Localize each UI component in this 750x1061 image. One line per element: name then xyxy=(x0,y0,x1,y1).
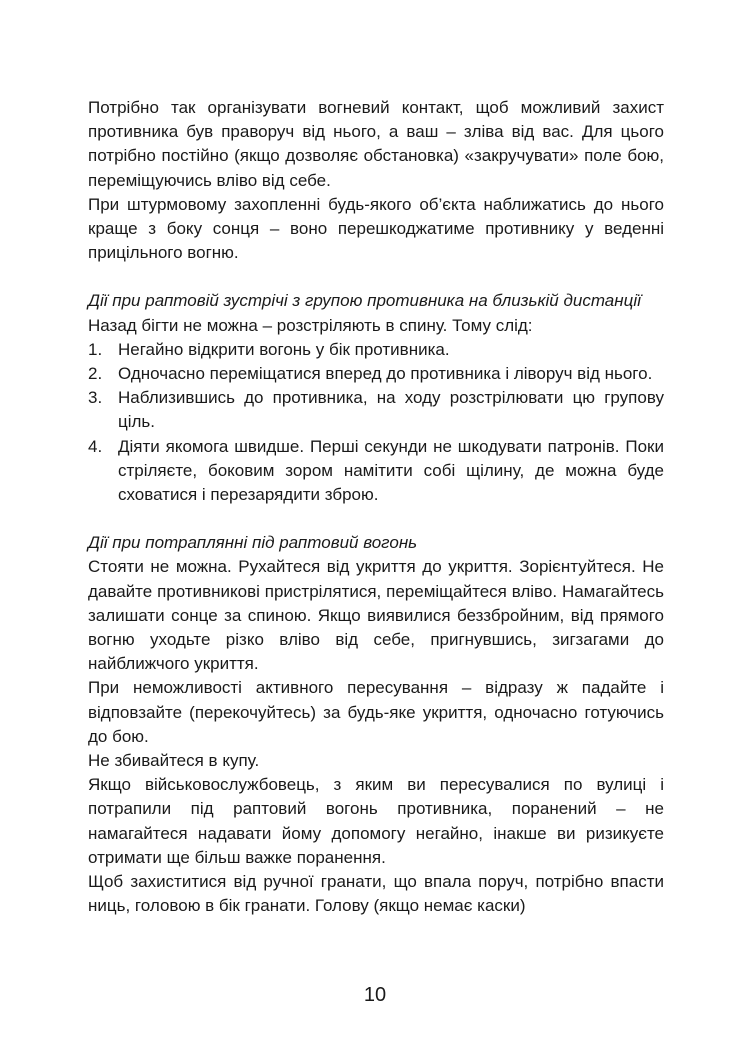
section2-paragraph-3: Не збивайтеся в купу. xyxy=(88,751,260,771)
section2-paragraph-5: Щоб захиститися від ручної гранати, що впала поруч, потрібно впасти ниць, головою в бік гранати. Голову (якщо немає каски) xyxy=(88,872,664,916)
list-item-text: Наблизившись до противника, на ходу розстрілювати цю групову ціль. xyxy=(118,388,664,432)
list-item-number: 3. xyxy=(88,388,103,408)
list-item xyxy=(88,435,664,508)
list-item-text: Одночасно переміщатися вперед до противника і ліворуч від нього. xyxy=(118,364,653,384)
list-item-number: 4. xyxy=(88,436,103,456)
section-heading-sudden-fire: Дії при потраплянні під раптовий вогонь xyxy=(88,533,418,553)
section-heading-sudden-encounter: Дії при раптовій зустрічі з групою противника на близькій дистанції xyxy=(88,291,641,311)
list-item xyxy=(88,338,664,362)
list-item-text: Негайно відкрити вогонь у бік противника. xyxy=(118,339,450,359)
numbered-list xyxy=(88,338,664,507)
section2-paragraph-1: Стояти не можна. Рухайтеся від укриття до укриття. Зорієнтуйтеся. Не давайте противникові пристрілятися, переміщайтеся вліво. Намагайтесь залишати сонце за спиною. Якщо виявилися беззбройним, від прямого вогню уходьте різко вліво від себе, пригнувшись, зигзагами до найближчого укриття. xyxy=(88,557,664,674)
list-item-text: Діяти якомога швидше. Перші секунди не шкодувати патронів. Поки стріляєте, боковим зором намітити собі щілину, де можна буде сховатися і перезарядити зброю. xyxy=(118,436,664,505)
list-item xyxy=(88,362,664,386)
list-item-number: 2. xyxy=(88,364,103,384)
section2-paragraph-4: Якщо військовослужбовець, з яким ви пересувалися по вулиці і потрапили під раптовий вогонь противника, поранений – не намагайтеся надавати йому допомогу негайно, інакше ви ризикуєте отримати ще більш важке поранення. xyxy=(88,775,664,867)
intro-paragraph-1: Потрібно так організувати вогневий контакт, щоб можливий захист противника був праворуч від нього, а ваш – зліва від вас. Для цього потрібно постійно (якщо дозволяє обстановка) «закручувати» поле бою, переміщуючись вліво від себе. xyxy=(88,98,664,190)
list-item xyxy=(88,386,664,434)
section2-paragraph-2: При неможливості активного пересування – відразу ж падайте і відповзайте (перекочуйтесь) за будь-яке укриття, одночасно готуючись до бою. xyxy=(88,678,664,746)
list-item-number: 1. xyxy=(88,339,103,359)
section-gap xyxy=(88,507,664,531)
page-number: 10 xyxy=(363,984,387,1006)
intro-paragraph-2: При штурмовому захопленні будь-якого об’єкта наближатись до нього краще з боку сонця – воно перешкоджатиме противнику у веденні прицільного вогню. xyxy=(88,194,664,263)
section-gap xyxy=(88,265,664,289)
section1-lead: Назад бігти не можна – розстріляють в спину. Тому слід: xyxy=(88,315,533,335)
